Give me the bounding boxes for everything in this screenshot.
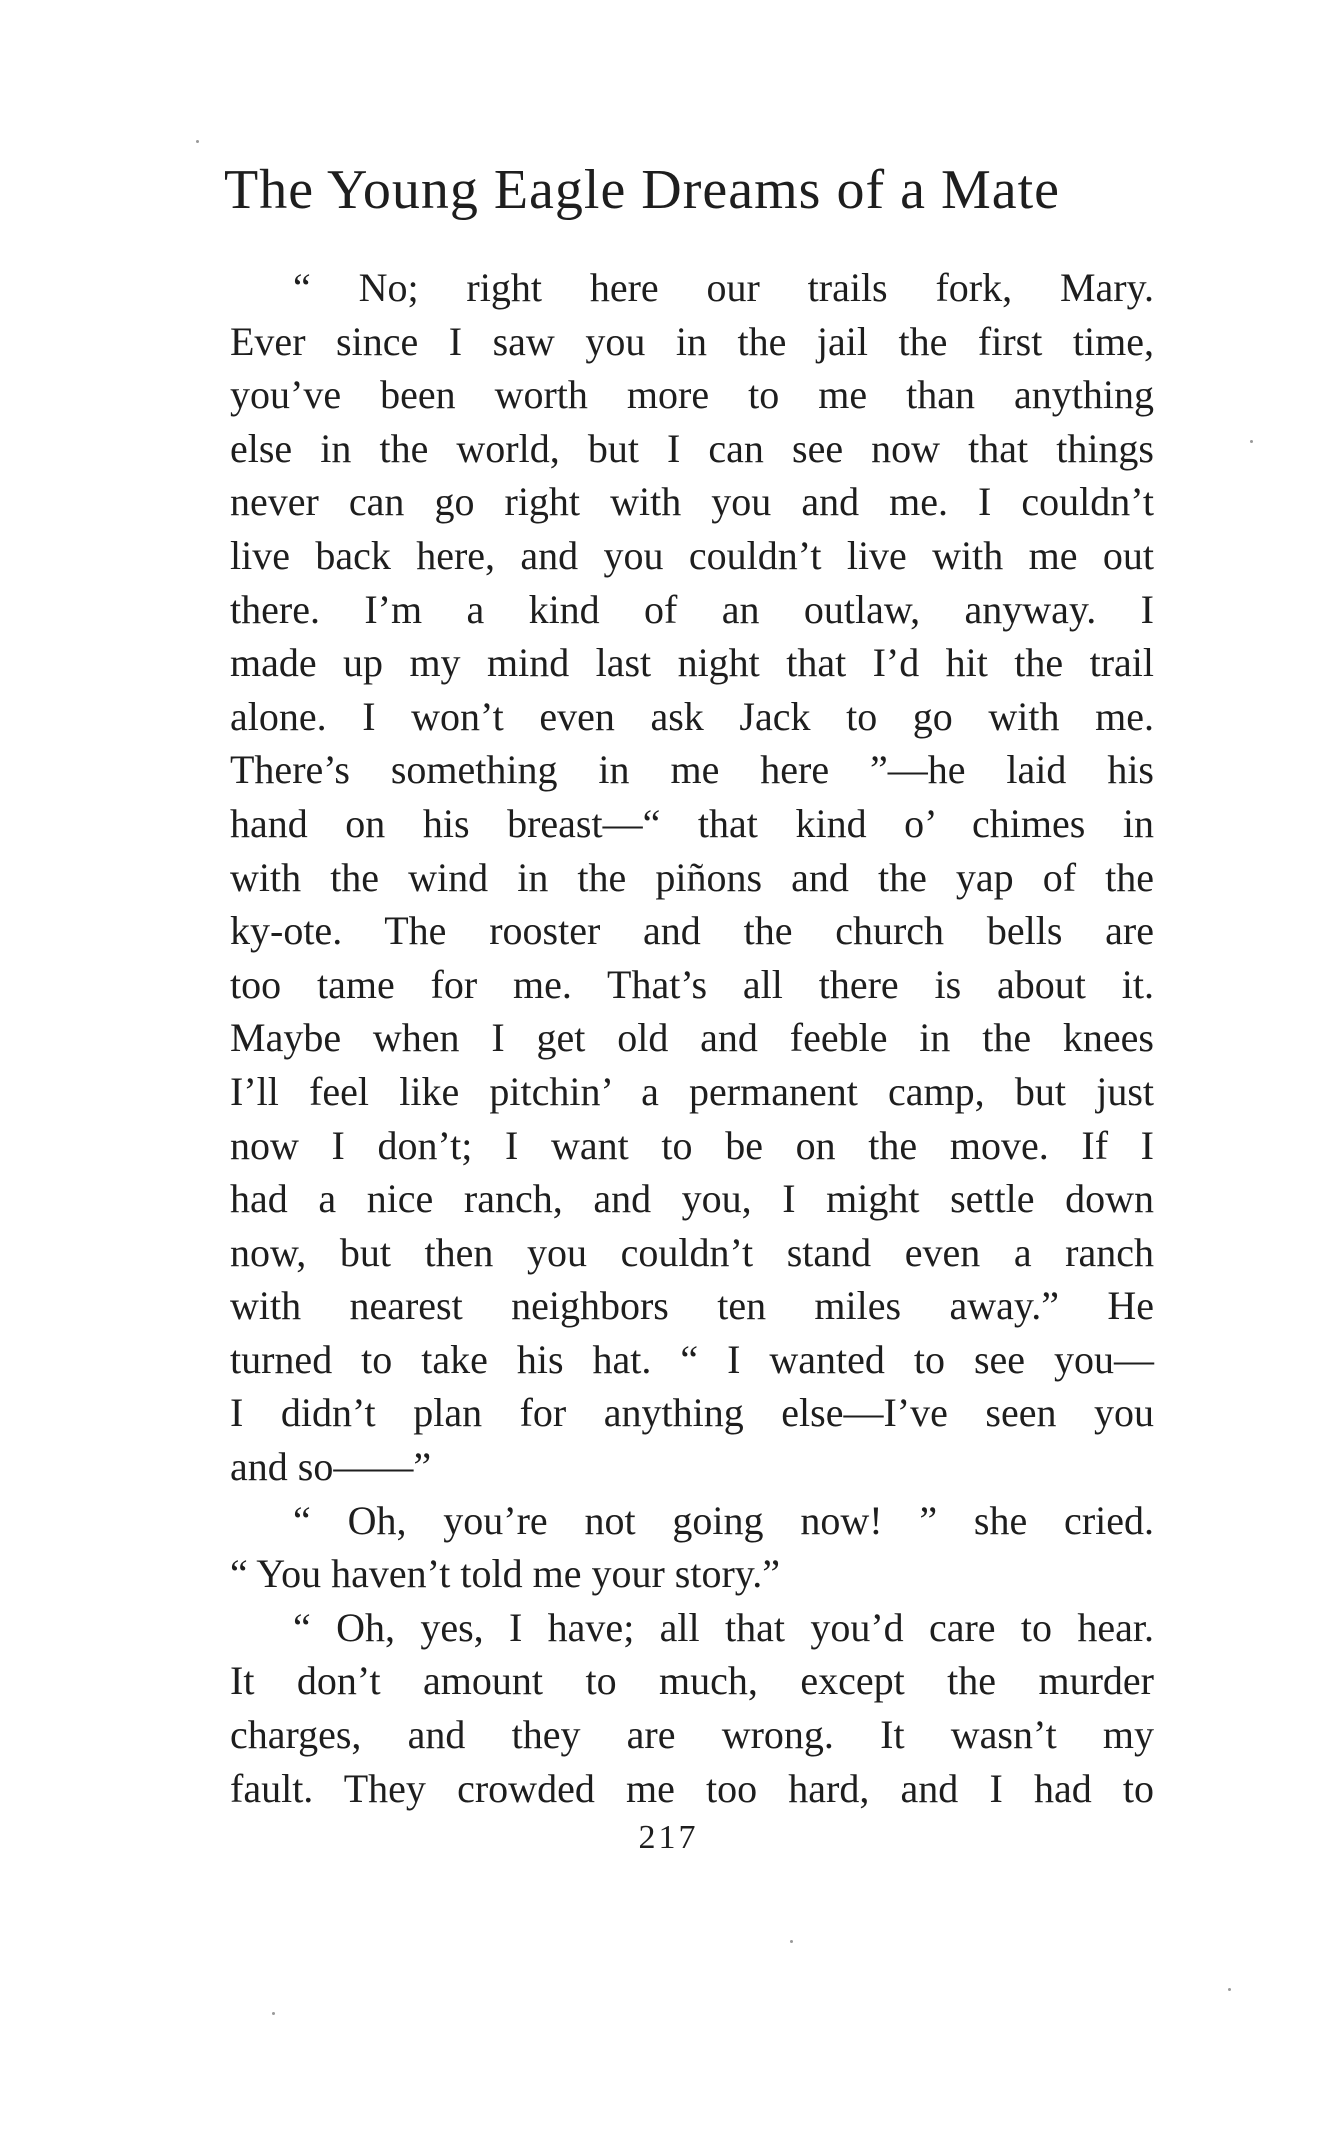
page-number: 217 (638, 1819, 699, 1856)
text-line: now I don’t; I want to be on the move. If I (230, 1122, 1154, 1168)
text-line: “ No; right here our trails fork, Mary. (293, 265, 1154, 310)
text-line: live back here, and you couldn’t live with me out (230, 532, 1154, 578)
text-line: and so——” (230, 1444, 432, 1490)
text-line: now, but then you couldn’t stand even a ranch (230, 1229, 1154, 1275)
text-line: hand on his breast—“ that kind o’ chimes in (230, 800, 1154, 846)
text-line: “ You haven’t told me your story.” (230, 1551, 780, 1597)
text-line: too tame for me. That’s all there is about it. (230, 961, 1154, 1007)
text-line: had a nice ranch, and you, I might settle down (230, 1176, 1154, 1222)
text-line: else in the world, but I can see now that things (230, 425, 1154, 471)
text-line: fault. They crowded me too hard, and I had to (230, 1765, 1154, 1811)
paper-speck (196, 140, 199, 143)
text-line: with nearest neighbors ten miles away.” He (230, 1283, 1154, 1329)
text-line: alone. I won’t even ask Jack to go with me. (230, 693, 1154, 739)
text-line: Ever since I saw you in the jail the first time, (230, 318, 1154, 364)
text-line: There’s something in me here ”—he laid his (230, 747, 1154, 793)
text-line: Maybe when I get old and feeble in the knees (230, 1015, 1154, 1061)
text-line: charges, and they are wrong. It wasn’t my (230, 1712, 1154, 1758)
text-line: I’ll feel like pitchin’ a permanent camp, but just (230, 1068, 1154, 1114)
text-line: made up my mind last night that I’d hit the trail (230, 640, 1154, 686)
text-line: It don’t amount to much, except the murder (230, 1658, 1154, 1704)
text-line: ky-ote. The rooster and the church bells are (230, 908, 1154, 954)
paper-speck (1228, 1988, 1231, 1991)
body-text (230, 261, 1154, 1815)
running-head: The Young Eagle Dreams of a Mate (224, 159, 1061, 221)
paper-speck (790, 1940, 793, 1943)
paper-speck (272, 2012, 275, 2015)
text-line: “ Oh, you’re not going now! ” she cried. (293, 1497, 1154, 1543)
text-line: with the wind in the piñons and the yap of the (230, 854, 1154, 900)
text-line: turned to take his hat. “ I wanted to see you— (230, 1336, 1154, 1382)
text-line: I didn’t plan for anything else—I’ve seen you (230, 1390, 1154, 1436)
text-line: there. I’m a kind of an outlaw, anyway. I (230, 586, 1154, 632)
text-line: you’ve been worth more to me than anything (230, 372, 1154, 418)
paper-speck (1250, 440, 1253, 443)
text-line: never can go right with you and me. I couldn’t (230, 479, 1154, 525)
text-line: “ Oh, yes, I have; all that you’d care to hear. (293, 1604, 1154, 1650)
